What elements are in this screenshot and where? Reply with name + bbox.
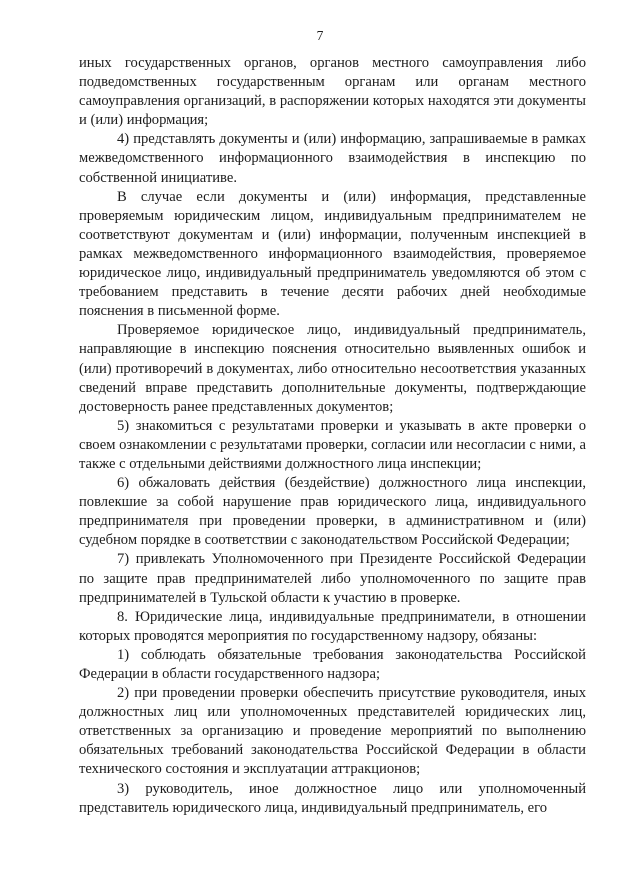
paragraph-section-8: 8. Юридические лица, индивидуальные предприниматели, в отношении которых проводятся мероприятия по государственному надзору, обязаны:	[79, 608, 586, 644]
paragraph-duty-1: 1) соблюдать обязательные требования законодательства Российской Федерации в области государственного надзора;	[79, 646, 586, 682]
paragraph-duty-3: 3) руководитель, иное должностное лицо или уполномоченный представитель юридического лица, индивидуальный предприниматель, его	[79, 780, 586, 816]
paragraph-item-6: 6) обжаловать действия (бездействие) должностного лица инспекции, повлекшие за собой нарушение прав юридического лица, индивидуального предпринимателя при проведении проверки, в административном и (или) судебном порядке в соответствии с законодательством Российской Федерации;	[79, 475, 586, 549]
paragraph-item-7: 7) привлекать Уполномоченного при Президенте Российской Федерации по защите прав предпринимателей либо уполномоченного по защите прав предпринимателей в Тульской области к участию в проверке.	[79, 551, 586, 606]
paragraph-item-5: 5) знакомиться с результатами проверки и указывать в акте проверки о своем ознакомлении с результатами проверки, согласии или несогласии с ними, а также с отдельными действиями должностного лица инспекции;	[79, 417, 586, 472]
paragraph-duty-2: 2) при проведении проверки обеспечить присутствие руководителя, иных должностных лиц или уполномоченных представителей юридических лиц, ответственных за организацию и проведение мероприятий по выполнению обязательных требований законодательства Российской Федерации в области технического состояния и эксплуатации аттракционов;	[79, 685, 586, 778]
document-body	[79, 54, 586, 818]
paragraph-explanations: Проверяемое юридическое лицо, индивидуальный предприниматель, направляющие в инспекцию пояснения относительно выявленных ошибок и (или) противоречий в документах, либо относительно несоответствия указанных сведений вправе представить дополнительные документы, подтверждающие достоверность ранее представленных документов;	[79, 322, 586, 415]
paragraph-continued: иных государственных органов, органов местного самоуправления либо подведомственных государственным органам или органам местного самоуправления организаций, в распоряжении которых находятся эти документы и (или) информация;	[79, 55, 586, 129]
page-number: 7	[316, 28, 324, 43]
paragraph-item-4: 4) представлять документы и (или) информацию, запрашиваемые в рамках межведомственного информационного взаимодействия в инспекцию по собственной инициативе.	[79, 131, 586, 186]
paragraph-discrepancy-notice: В случае если документы и (или) информация, представленные проверяемым юридическим лицом, индивидуальным предпринимателем не соответствуют документам и (или) информации, полученным инспекцией в рамках межведомственного информационного взаимодействия, проверяемое юридическое лицо, индивидуальный предприниматель уведомляются об этом с требованием представить в течение десяти рабочих дней необходимые пояснения в письменной форме.	[79, 188, 586, 320]
